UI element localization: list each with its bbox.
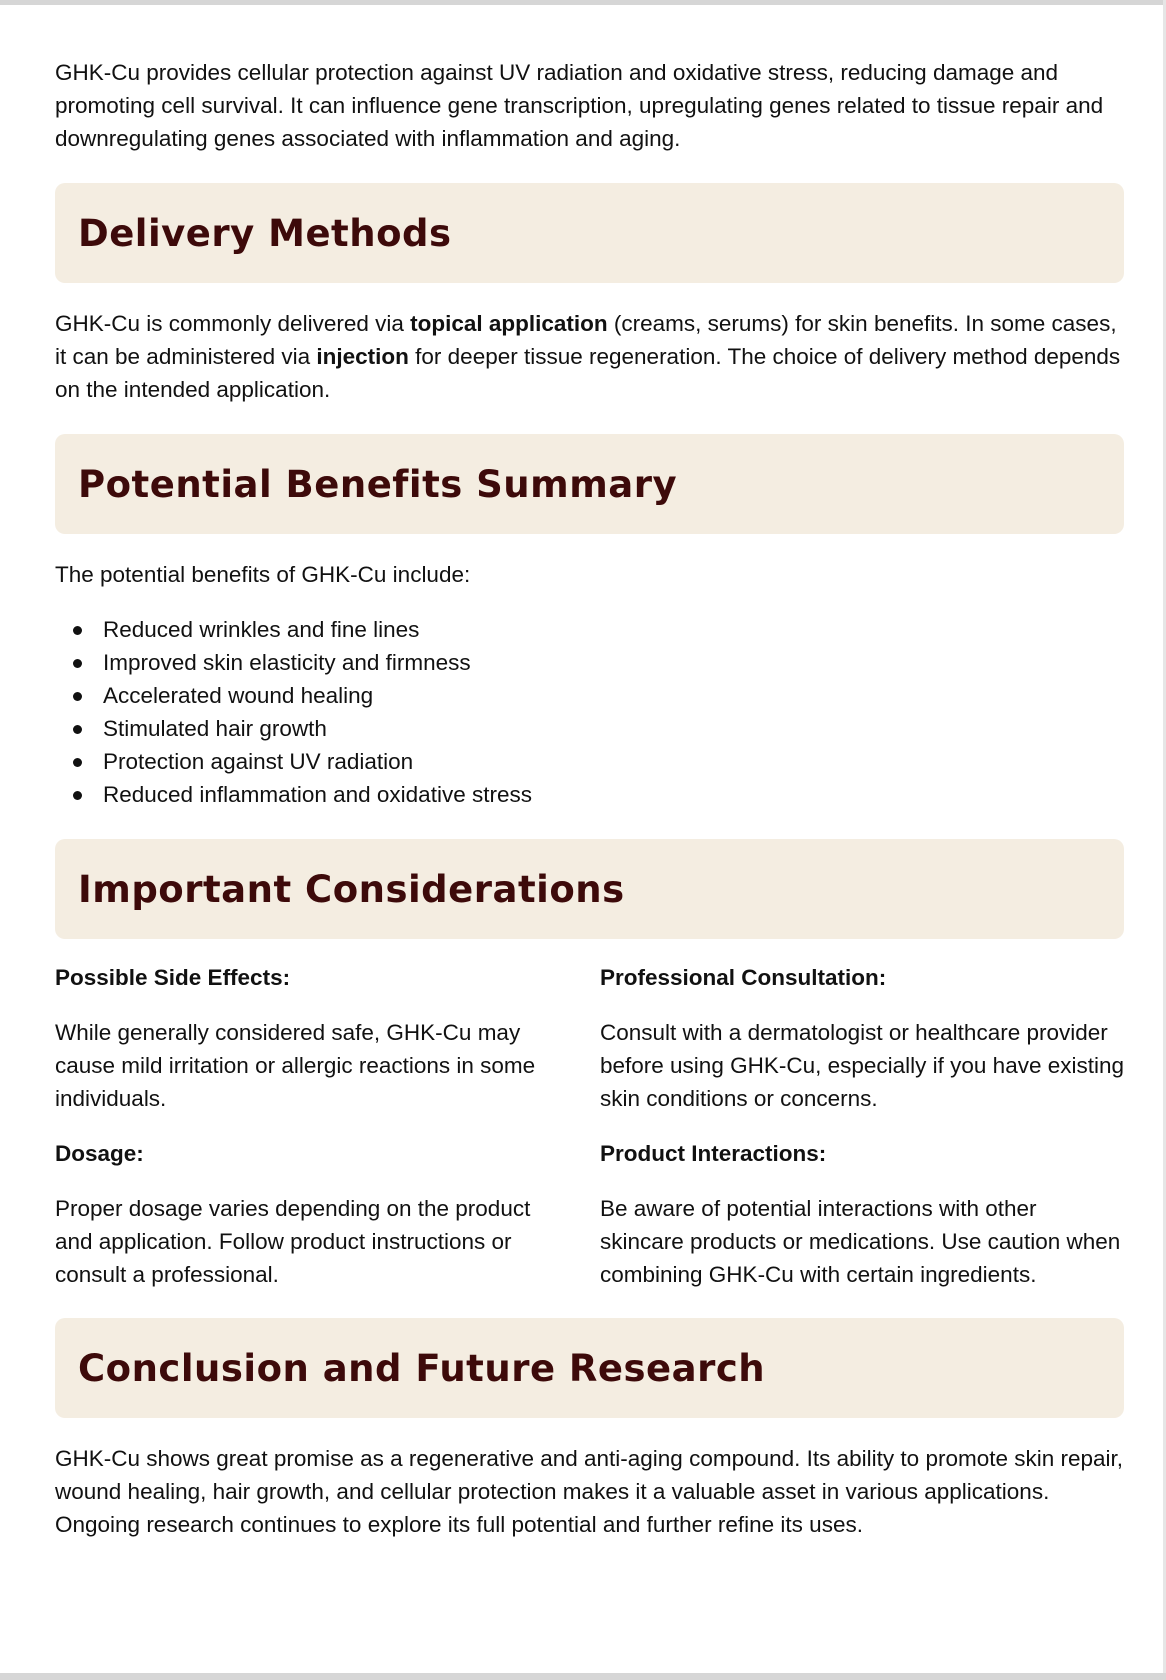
card-title: Product Interactions: — [600, 1141, 827, 1166]
card-text: Proper dosage varies depending on the product and application. Follow product instructions or consult a professional. — [55, 1196, 531, 1287]
bullet-icon — [73, 692, 82, 701]
section-header-delivery — [55, 183, 1124, 283]
bottom-border — [0, 1673, 1166, 1680]
delivery-text-3: for deeper tissue regeneration. The choice of delivery method depends on the intended application. — [55, 344, 1121, 402]
delivery-paragraph — [55, 307, 1124, 406]
conclusion-paragraph: GHK-Cu shows great promise as a regenerative and anti-aging compound. Its ability to promote skin repair, wound healing, hair growth, and cellular protection makes it a valuable asset in various applications. Ongoing research continues to explore its full potential and further refine its uses. — [55, 1446, 1124, 1537]
benefits-list — [55, 613, 1124, 811]
card-dosage — [55, 1137, 563, 1291]
card-interactions — [600, 1137, 1124, 1291]
bullet-icon — [73, 725, 82, 734]
list-item — [55, 613, 1124, 646]
card-title: Possible Side Effects: — [55, 965, 291, 990]
bullet-icon — [73, 758, 82, 767]
section-title-considerations: Important Considerations — [78, 867, 625, 911]
card-text: While generally considered safe, GHK-Cu may cause mild irritation or allergic reactions in some individuals. — [55, 1020, 536, 1111]
delivery-text-2: (creams, serums) for skin benefits. In some cases, it can be administered via — [55, 311, 1117, 369]
list-item — [55, 646, 1124, 679]
card-title: Professional Consultation: — [600, 965, 887, 990]
card-consultation — [600, 961, 1124, 1115]
list-item-text: Stimulated hair growth — [103, 716, 327, 741]
section-title-delivery: Delivery Methods — [78, 211, 452, 255]
delivery-text-1: GHK-Cu is commonly delivered via — [55, 311, 411, 336]
list-item — [55, 679, 1124, 712]
section-title-conclusion: Conclusion and Future Research — [78, 1346, 766, 1390]
intro-paragraph: GHK-Cu provides cellular protection against UV radiation and oxidative stress, reducing damage and promoting cell survival. It can influence gene transcription, upregulating genes related to tissue repair and downregulating genes associated with inflammation and aging. — [55, 60, 1104, 151]
bullet-icon — [73, 626, 82, 635]
section-header-considerations — [55, 839, 1124, 939]
list-item — [55, 745, 1124, 778]
card-side-effects — [55, 961, 563, 1115]
section-header-benefits — [55, 434, 1124, 534]
list-item-text: Accelerated wound healing — [103, 683, 374, 708]
list-item — [55, 712, 1124, 745]
bullet-icon — [73, 791, 82, 800]
section-title-benefits: Potential Benefits Summary — [78, 462, 678, 506]
bullet-icon — [73, 659, 82, 668]
considerations-grid — [55, 961, 1124, 1291]
list-item-text: Improved skin elasticity and firmness — [103, 650, 471, 675]
list-item-text: Reduced inflammation and oxidative stress — [103, 782, 532, 807]
benefits-intro: The potential benefits of GHK-Cu include: — [55, 562, 471, 587]
document-page — [55, 56, 1124, 1541]
delivery-bold-topical: topical application — [410, 311, 608, 336]
card-text: Consult with a dermatologist or healthcare provider before using GHK-Cu, especially if you have existing skin conditions or concerns. — [600, 1020, 1125, 1111]
list-item-text: Reduced wrinkles and fine lines — [103, 617, 420, 642]
card-title: Dosage: — [55, 1141, 144, 1166]
list-item-text: Protection against UV radiation — [103, 749, 414, 774]
delivery-bold-injection: injection — [316, 344, 409, 369]
top-border — [0, 0, 1166, 5]
card-text: Be aware of potential interactions with other skincare products or medications. Use caution when combining GHK-Cu with certain ingredients. — [600, 1196, 1121, 1287]
section-header-conclusion — [55, 1318, 1124, 1418]
list-item — [55, 778, 1124, 811]
